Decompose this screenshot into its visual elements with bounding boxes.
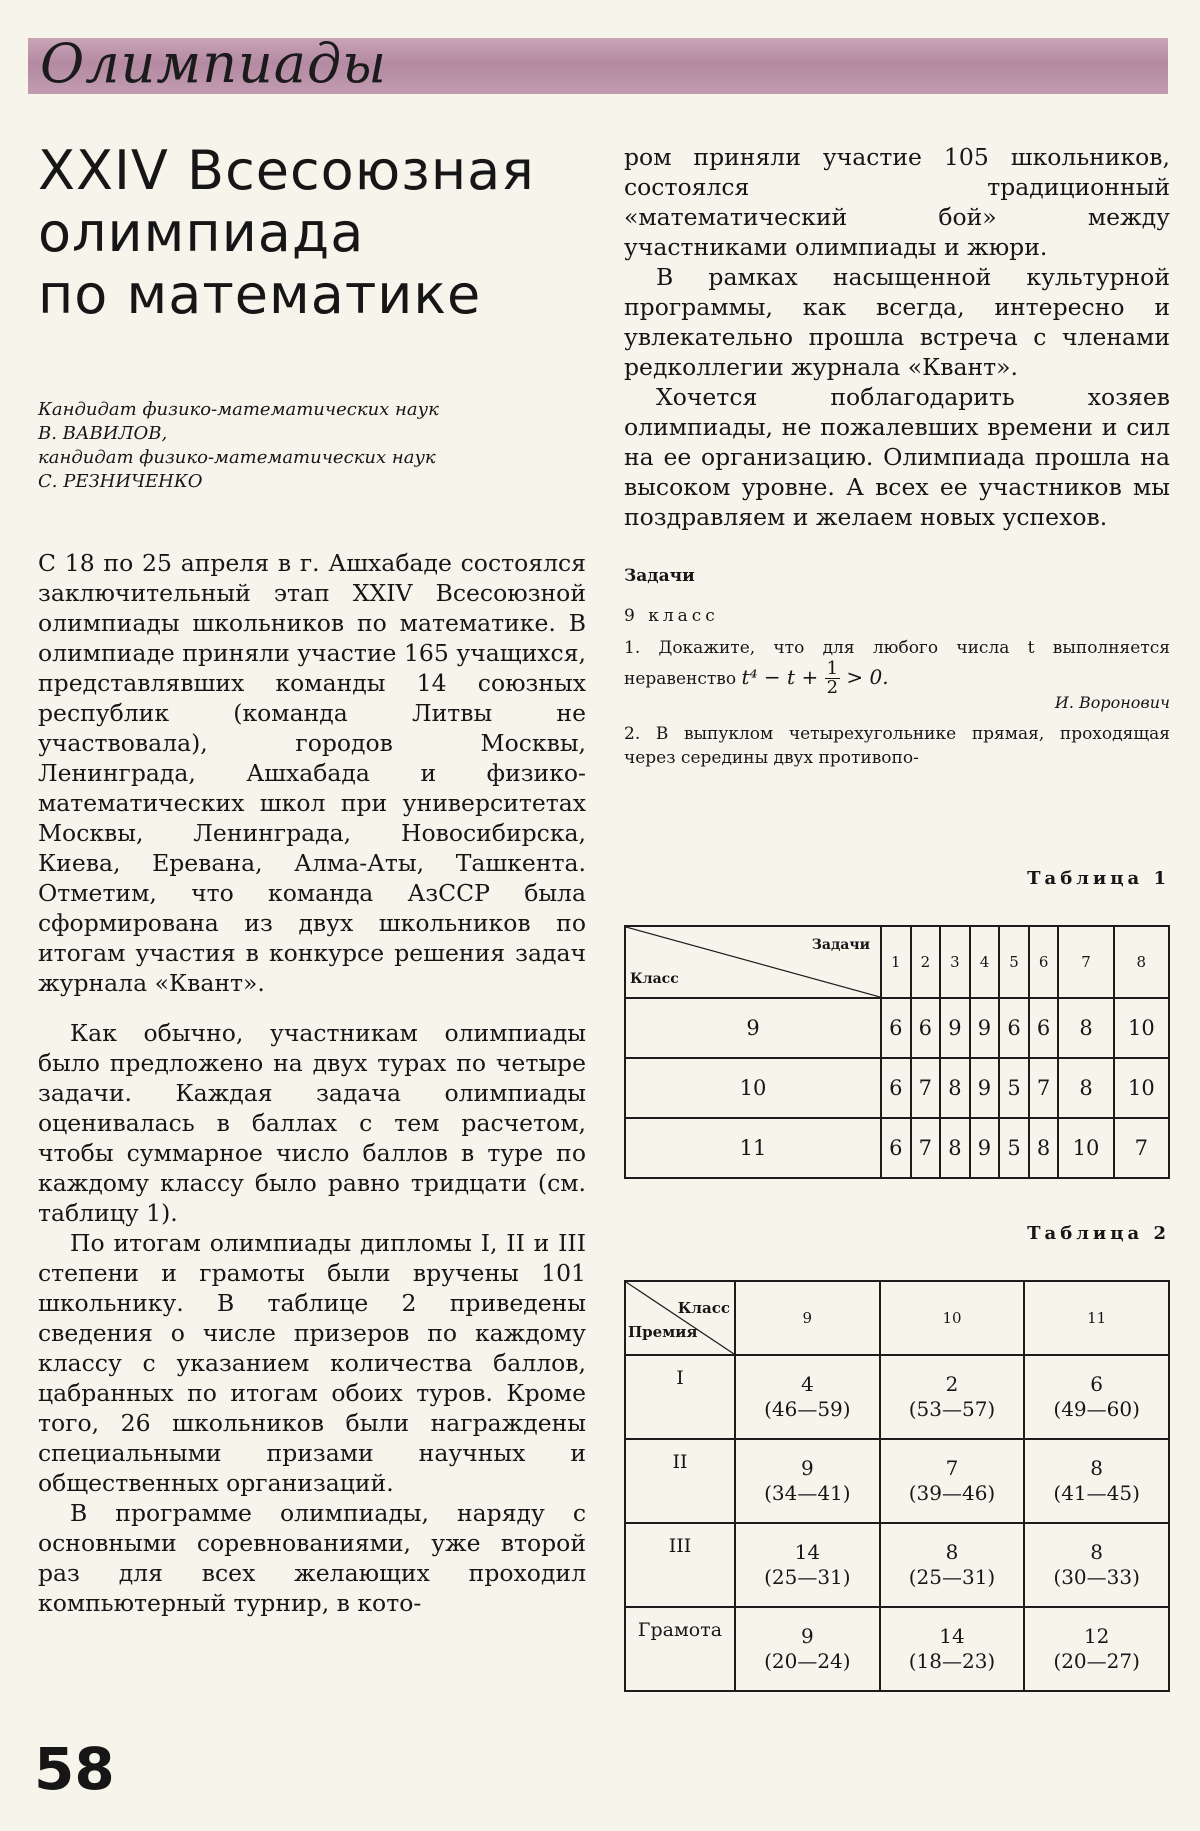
page-number: 58: [34, 1735, 115, 1803]
score-cell: 7: [1114, 1118, 1169, 1178]
table-1-header-row: [625, 926, 1169, 998]
score-cell: 9: [940, 998, 970, 1058]
score-cell: 8: [1029, 1118, 1059, 1178]
score-cell: 9: [970, 1058, 1000, 1118]
tasks-heading: Задачи: [624, 566, 695, 586]
corner-label-grade: Класс: [677, 1299, 730, 1317]
winner-count: 8: [945, 1540, 959, 1564]
body-paragraph: С 18 по 25 апреля в г. Ашхабаде состоялся заключительный этап XXIV Всесоюзной олимпиады школьников по математике. В олимпиаде приняли участие 165 учащихся, представлявших команды 14 союзных республик (команда Литвы не участвовала), городов Москвы, Ленинграда, Ашхабада и физико-математических школ при университетах Москвы, Ленинграда, Новосибирска, Киева, Еревана, Алма-Аты, Ташкента. Отметим, что команда АзССР была сформирована из двух школьников по итогам участия в конкурсе решения задач журнала «Квант».: [38, 549, 586, 997]
title-line: по математике: [38, 263, 482, 326]
score-range: (46—59): [764, 1397, 851, 1421]
score-cell: 6: [881, 1058, 911, 1118]
title-line: XXIV Всесоюзная: [38, 139, 535, 202]
problem-1: [624, 636, 1170, 697]
fraction-numerator: 1: [826, 658, 839, 679]
winner-cell: [1024, 1355, 1169, 1439]
score-range: (20—24): [764, 1649, 851, 1673]
winner-cell: [1024, 1607, 1169, 1691]
grade-cell: 10: [625, 1058, 881, 1118]
table-row: [625, 1439, 1169, 1523]
winner-count: 14: [794, 1540, 821, 1564]
corner-label-award: Премия: [628, 1323, 698, 1341]
score-range: (30—33): [1053, 1565, 1140, 1589]
table-1-corner: [625, 926, 881, 998]
winner-cell: [735, 1523, 880, 1607]
score-cell: 6: [999, 998, 1029, 1058]
score-cell: 10: [1058, 1118, 1113, 1178]
formula-right: > 0.: [846, 665, 889, 689]
problem-header: 7: [1058, 926, 1113, 998]
table-row: [625, 1607, 1169, 1691]
body-paragraph: В программе олимпиады, наряду с основными соревнованиями, уже второй раз для всех желающих проходил компьютерный турнир, в кото-: [38, 1499, 586, 1617]
award-cell: II: [625, 1439, 735, 1523]
grade-cell: 11: [625, 1118, 881, 1178]
score-cell: 8: [940, 1058, 970, 1118]
score-cell: 7: [911, 1118, 941, 1178]
problem-header: 5: [999, 926, 1029, 998]
left-column: [38, 140, 586, 1618]
grade-cell: 9: [625, 998, 881, 1058]
score-range: (39—46): [908, 1481, 996, 1505]
grade-header: 11: [1024, 1281, 1169, 1355]
problem-1-text: 1. Докажите, что для любого числа t выполняется неравенство: [624, 638, 1170, 689]
author-line: С. РЕЗНИЧЕНКО: [38, 471, 203, 492]
formula-fraction: [825, 660, 840, 697]
winner-cell: [880, 1607, 1025, 1691]
award-cell: III: [625, 1523, 735, 1607]
table-2-corner: [625, 1281, 735, 1355]
score-cell: 8: [940, 1118, 970, 1178]
table-2-header-row: [625, 1281, 1169, 1355]
winner-count: 7: [945, 1456, 959, 1480]
score-range: (53—57): [908, 1397, 996, 1421]
score-cell: 6: [881, 1118, 911, 1178]
winner-cell: [735, 1355, 880, 1439]
winner-count: 6: [1090, 1372, 1104, 1396]
body-paragraph: В рамках насыщенной культурной программы, как всегда, интересно и увлекательно прошла встреча с членами редколлегии журнала «Квант».: [624, 263, 1170, 381]
score-range: (25—31): [908, 1565, 996, 1589]
winner-count: 12: [1083, 1624, 1110, 1648]
table-2-caption: Таблица 2: [1027, 1223, 1170, 1244]
formula-left: t⁴ − t +: [741, 665, 819, 689]
section-banner-title: Олимпиады: [40, 38, 388, 94]
right-column: [624, 142, 1170, 770]
problem-header: 2: [911, 926, 941, 998]
body-paragraph: ром приняли участие 105 школьников, состоялся традиционный «математический бой» между участниками олимпиады и жюри.: [624, 143, 1170, 261]
problem-header: 4: [970, 926, 1000, 998]
table-1: [624, 925, 1170, 1179]
fraction-denominator: 2: [826, 677, 839, 698]
winner-count: 2: [945, 1372, 959, 1396]
problem-header: 1: [881, 926, 911, 998]
score-cell: 7: [911, 1058, 941, 1118]
winner-count: 9: [800, 1624, 814, 1648]
winner-count: 8: [1090, 1456, 1104, 1480]
problem-header: 8: [1114, 926, 1169, 998]
winner-cell: [735, 1439, 880, 1523]
score-cell: 6: [1029, 998, 1059, 1058]
corner-label-problems: Задачи: [811, 937, 870, 953]
table-row: [625, 1355, 1169, 1439]
table-row: [625, 998, 1169, 1058]
table-row: [625, 1118, 1169, 1178]
table-row: [625, 1523, 1169, 1607]
grade-header: 10: [880, 1281, 1025, 1355]
table-row: [625, 1058, 1169, 1118]
problem-header: 3: [940, 926, 970, 998]
corner-label-grade: Класс: [630, 971, 679, 987]
body-paragraph: Хочется поблагодарить хозяев олимпиады, не пожалевших времени и сил на ее организацию. Олимпиада прошла на высоком уровне. А всех ее участников мы поздравляем и желаем новых успехов.: [624, 383, 1170, 531]
article-authors: [38, 398, 586, 494]
score-cell: 5: [999, 1058, 1029, 1118]
title-line: олимпиада: [38, 201, 365, 264]
winner-cell: [880, 1439, 1025, 1523]
table-2: [624, 1280, 1170, 1692]
winner-cell: [880, 1355, 1025, 1439]
grade-heading: 9 класс: [624, 606, 719, 626]
award-cell: Грамота: [625, 1607, 735, 1691]
score-cell: 10: [1114, 998, 1169, 1058]
author-line: В. ВАВИЛОВ,: [38, 423, 168, 444]
score-cell: 8: [1058, 998, 1113, 1058]
score-range: (34—41): [764, 1481, 851, 1505]
problem-1-formula: [741, 658, 889, 698]
score-cell: 7: [1029, 1058, 1059, 1118]
table-1-caption: Таблица 1: [1027, 868, 1170, 889]
winner-count: 8: [1090, 1540, 1104, 1564]
score-range: (41—45): [1053, 1481, 1140, 1505]
score-range: (18—23): [908, 1649, 996, 1673]
score-cell: 6: [911, 998, 941, 1058]
winner-count: 14: [939, 1624, 965, 1648]
winner-count: 9: [800, 1456, 814, 1480]
score-cell: 9: [970, 998, 1000, 1058]
award-cell: I: [625, 1355, 735, 1439]
section-banner: [28, 38, 1168, 94]
score-cell: 10: [1114, 1058, 1169, 1118]
author-line: кандидат физико-математических наук: [38, 447, 436, 468]
article-title: [38, 140, 586, 326]
problem-2: 2. В выпуклом четырехугольнике прямая, проходящая через середины двух противопо-: [624, 724, 1170, 768]
score-range: (49—60): [1053, 1397, 1140, 1421]
score-cell: 9: [970, 1118, 1000, 1178]
grade-header: 9: [735, 1281, 880, 1355]
score-range: (25—31): [764, 1565, 851, 1589]
score-cell: 6: [881, 998, 911, 1058]
winner-cell: [1024, 1439, 1169, 1523]
score-cell: 5: [999, 1118, 1029, 1178]
score-cell: 8: [1058, 1058, 1113, 1118]
score-range: (20—27): [1053, 1649, 1140, 1673]
winner-cell: [1024, 1523, 1169, 1607]
winner-cell: [735, 1607, 880, 1691]
winner-count: 4: [800, 1372, 814, 1396]
winner-cell: [880, 1523, 1025, 1607]
problem-header: 6: [1029, 926, 1059, 998]
problem-1-author: И. Воронович: [1054, 693, 1170, 712]
body-paragraph: Как обычно, участникам олимпиады было предложено на двух турах по четыре задачи. Каждая задача олимпиады оценивалась в баллах с тем расчетом, чтобы суммарное число баллов в туре по каждому классу было равно тридцати (см. таблицу 1).: [38, 1019, 586, 1227]
body-paragraph: По итогам олимпиады дипломы I, II и III степени и грамоты были вручены 101 школьнику. В таблице 2 приведены сведения о числе призеров по каждому классу с указанием количества баллов, цабранных по итогам обоих туров. Кроме того, 26 школьников были награждены специальными призами научных и общественных организаций.: [38, 1229, 586, 1497]
author-line: Кандидат физико-математических наук: [38, 399, 439, 420]
